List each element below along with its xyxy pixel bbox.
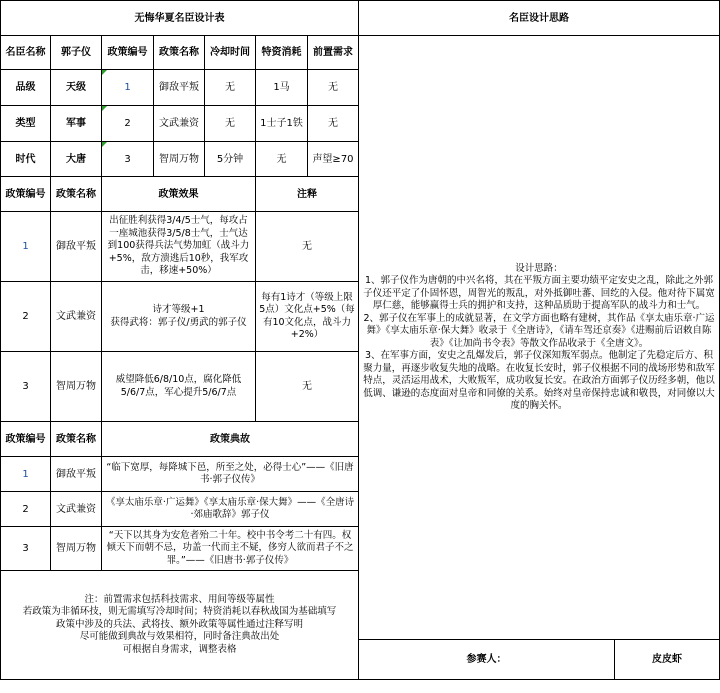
effects-header-note: 注释 bbox=[256, 177, 359, 212]
policy-num-cell: 3 bbox=[102, 142, 154, 177]
prereq-cell: 声望≥70 bbox=[308, 142, 359, 177]
classics-header-name: 政策名称 bbox=[51, 422, 102, 457]
row-value: 军事 bbox=[51, 106, 102, 142]
row-label: 时代 bbox=[0, 142, 51, 177]
cost-cell: 1士子1铁 bbox=[256, 106, 308, 142]
effect-text: 威望降低6/8/10点，腐化降低5/6/7点，军心提升5/6/7点 bbox=[102, 352, 256, 422]
effect-policy-name: 智周万物 bbox=[51, 352, 102, 422]
classic-num: 2 bbox=[0, 492, 51, 527]
classic-policy-name: 智周万物 bbox=[51, 527, 102, 571]
effects-header-num: 政策编号 bbox=[0, 177, 51, 212]
footnote: 注：前置需求包括科技需求、用间等级等属性 若政策为非循环技，则无需填写冷却时间；特资消耗以春秋战国为基础填写 政策中涉及的兵法、武将技、额外政策等属性通过注释写明 尽可能做到典故与效果相符，同时备注典故出处 可根据自身需求，调整表格 bbox=[0, 571, 359, 680]
right-title: 名臣设计思路 bbox=[359, 0, 720, 36]
contestant-name: 皮皮虾 bbox=[615, 640, 720, 680]
effect-note: 无 bbox=[256, 212, 359, 282]
policy-name-cell: 文武兼资 bbox=[154, 106, 205, 142]
classic-num: 1 bbox=[0, 457, 51, 492]
policy-num-cell: 2 bbox=[102, 106, 154, 142]
policy-num-cell: 1 bbox=[102, 70, 154, 106]
header-prereq: 前置需求 bbox=[308, 36, 359, 70]
header-cost: 特资消耗 bbox=[256, 36, 308, 70]
design-idea: 设计思路： 1、郭子仪作为唐朝的中兴名将，其在平叛方面主要功绩平定安史之乱，除此之外郭子仪还平定了仆固怀恩，周智光的叛乱，对外抵御吐蕃、回纥的入侵。他对待下属宽厚仁慈，能够赢得士兵的拥护和支持，这种品质助于提高军队的战斗力和士气。 2、郭子仪在军事上的成就显著，在文学方面也略有建树，其作品《享太庙乐章·广运舞》《享太庙乐章·保大舞》收录于《全唐诗》，《请车驾还京奏》《进赐前后诏敕自陈表》《让加尚书令表》等散文作品收录于《全唐文》。 3、在军事方面，安史之乱爆发后，郭子仪深知叛军弱点。他制定了先稳定后方、积聚力量，再逐步收复失地的战略。在收复长安时，郭子仪根据不同的战场形势和敌军特点，灵活运用战术，大败叛军，成功收复长安。在政治方面郭子仪历经多朝，他以低调、谦逊的态度面对皇帝和同僚的关系。始终对皇帝保持忠诚和敬畏，对同僚以大度的胸关怀。 bbox=[359, 36, 720, 640]
header-cooldown: 冷却时间 bbox=[205, 36, 256, 70]
effect-note: 无 bbox=[256, 352, 359, 422]
contestant-label: 参赛人： bbox=[359, 640, 615, 680]
classics-header-classic: 政策典故 bbox=[102, 422, 359, 457]
classics-header-num: 政策编号 bbox=[0, 422, 51, 457]
cost-cell: 无 bbox=[256, 142, 308, 177]
effect-num: 1 bbox=[0, 212, 51, 282]
prereq-cell: 无 bbox=[308, 106, 359, 142]
policy-name-cell: 智周万物 bbox=[154, 142, 205, 177]
header-policy-num: 政策编号 bbox=[102, 36, 154, 70]
classic-policy-name: 文武兼资 bbox=[51, 492, 102, 527]
effect-policy-name: 御敌平叛 bbox=[51, 212, 102, 282]
row-label: 品级 bbox=[0, 70, 51, 106]
cooldown-cell: 无 bbox=[205, 106, 256, 142]
effect-policy-name: 文武兼资 bbox=[51, 282, 102, 352]
left-title: 无悔华夏名臣设计表 bbox=[0, 0, 359, 36]
row-label: 类型 bbox=[0, 106, 51, 142]
effects-header-name: 政策名称 bbox=[51, 177, 102, 212]
header-minister-name: 名臣名称 bbox=[0, 36, 51, 70]
effect-num: 2 bbox=[0, 282, 51, 352]
effects-header-effect: 政策效果 bbox=[102, 177, 256, 212]
row-value: 天级 bbox=[51, 70, 102, 106]
cooldown-cell: 无 bbox=[205, 70, 256, 106]
classic-policy-name: 御敌平叛 bbox=[51, 457, 102, 492]
effect-text: 出征胜利获得3/4/5士气，每攻占一座城池获得3/5/8士气，士气达到100获得兵法气势加虹（战斗力+5%，敌方溃逃后10秒，我军攻击，移速+50%） bbox=[102, 212, 256, 282]
cooldown-cell: 5分钟 bbox=[205, 142, 256, 177]
prereq-cell: 无 bbox=[308, 70, 359, 106]
policy-name-cell: 御敌平叛 bbox=[154, 70, 205, 106]
cost-cell: 1马 bbox=[256, 70, 308, 106]
effect-note: 每有1诗才（等级上限5点）文化点+5%（每有10文化点，战斗力+2%） bbox=[256, 282, 359, 352]
effect-num: 3 bbox=[0, 352, 51, 422]
effect-text: 诗才等级+1 获得武将：郭子仪/勇武的郭子仪 bbox=[102, 282, 256, 352]
classic-text: 《享太庙乐章·广运舞》《享太庙乐章·保大舞》——《全唐诗·郊庙歌辞》郭子仪 bbox=[102, 492, 359, 527]
classic-text: “临下宽厚，每降城下邑，所至之处，必得士心”——《旧唐书·郭子仪传》 bbox=[102, 457, 359, 492]
row-value: 大唐 bbox=[51, 142, 102, 177]
classic-text: “天下以其身为安危者殆二十年。校中书令考二十有四。权倾天下而朝不忌，功盖一代而主不疑，侈穷人欲而君子不之罪。”——《旧唐书·郭子仪传》 bbox=[102, 527, 359, 571]
header-policy-name: 政策名称 bbox=[154, 36, 205, 70]
classic-num: 3 bbox=[0, 527, 51, 571]
minister-name: 郭子仪 bbox=[51, 36, 102, 70]
